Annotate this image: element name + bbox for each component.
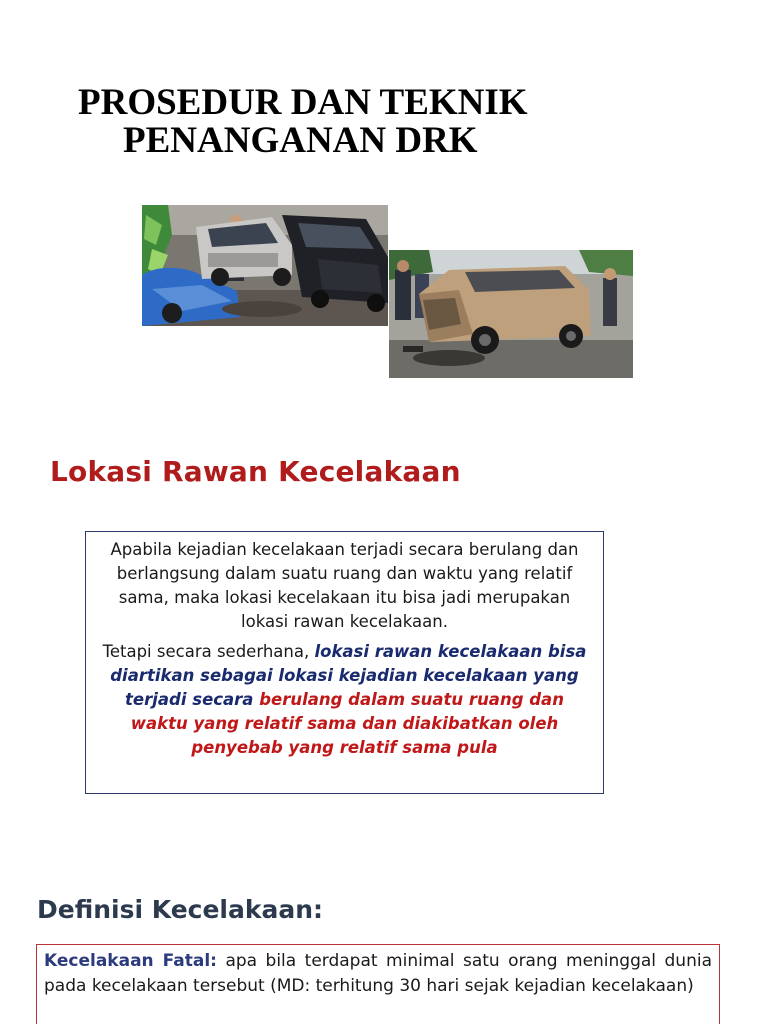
- lokasi-paragraph-2-blue: lokasi rawan kecelakaan bisa diartikan sebagai lokasi kejadian kecelakaan yang terjadi secara: [110, 642, 587, 709]
- fatal-definition-box: [36, 944, 720, 1024]
- page-title: [40, 84, 600, 160]
- accident-photo-2: [389, 250, 633, 378]
- accident-photo-1: [142, 205, 388, 326]
- title-line-2: PENANGANAN DRK: [123, 120, 478, 161]
- accident-photo-icon: [389, 250, 633, 378]
- lokasi-paragraph-2-red: berulang dalam suatu ruang dan waktu yang relatif sama dan diakibatkan oleh penyebab yang relatif sama pula: [130, 690, 564, 757]
- lokasi-paragraph-2: [94, 640, 595, 760]
- fatal-label: Kecelakaan Fatal:: [44, 951, 217, 971]
- lokasi-paragraph-1: Apabila kejadian kecelakaan terjadi secara berulang dan berlangsung dalam suatu ruang dan waktu yang relatif sama, maka lokasi kecelakaan itu bisa jadi merupakan lokasi rawan kecelakaan.: [110, 540, 579, 631]
- lokasi-definition-box: [85, 531, 604, 794]
- lokasi-heading: Lokasi Rawan Kecelakaan: [50, 455, 461, 488]
- accident-photo-icon: [142, 205, 388, 326]
- title-line-1: PROSEDUR DAN TEKNIK: [78, 82, 528, 123]
- lokasi-paragraph-2-plain: Tetapi secara sederhana,: [102, 642, 315, 661]
- definisi-heading: Definisi Kecelakaan:: [37, 895, 324, 924]
- fatal-text: apa bila terdapat minimal satu orang meninggal dunia pada kecelakaan tersebut (MD: terhitung 30 hari sejak kejadian kecelakaan): [44, 951, 712, 996]
